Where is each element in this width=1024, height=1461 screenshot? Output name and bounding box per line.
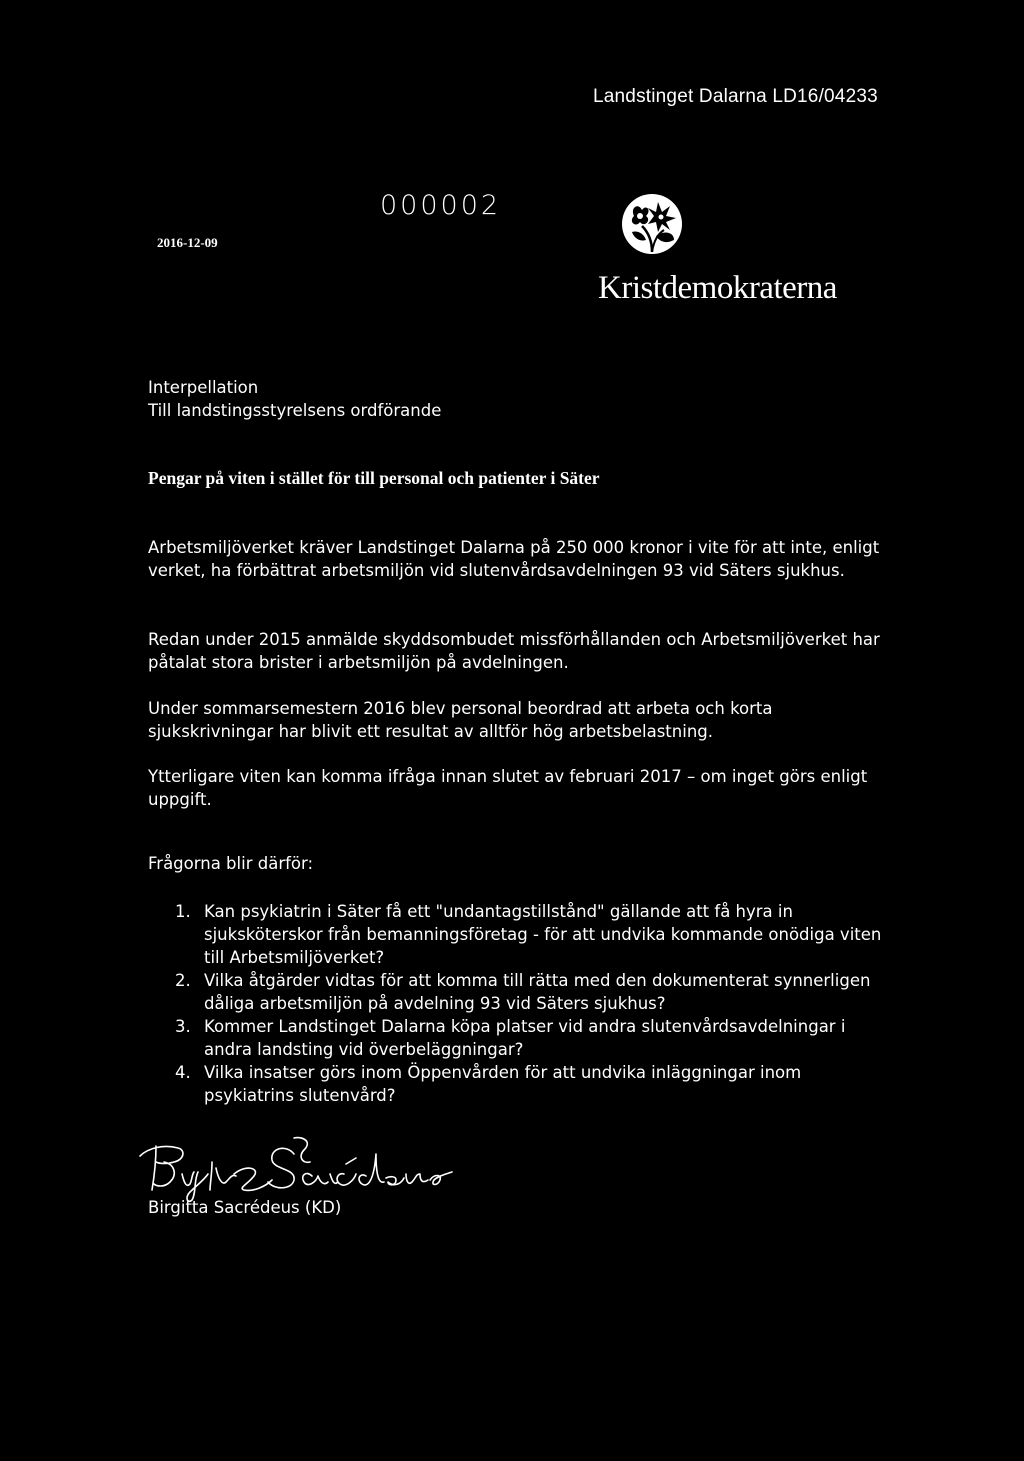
signer-name: Birgitta Sacrédeus (KD) xyxy=(148,1198,342,1217)
question-number: 3. xyxy=(175,1017,191,1036)
recipient-line: Till landstingsstyrelsens ordförande xyxy=(148,401,442,420)
question-text: Vilka åtgärder vidtas för att komma till rätta med den dokumenterat synnerligen dåliga arbetsmiljön på avdelning 93 vid Säters sjukhus? xyxy=(204,971,871,1013)
paragraph: Ytterligare viten kan komma ifråga innan slutet av februari 2017 – om inget görs enligt uppgift. xyxy=(148,767,868,809)
question-text: Kan psykiatrin i Säter få ett "undantagstillstånd" gällande att få hyra in sjuksköterskor från bemanningsföretag - för att undvika kommande onödiga viten till Arbetsmiljöverket? xyxy=(204,902,882,967)
question-text: Kommer Landstinget Dalarna köpa platser vid andra slutenvårdsavdelningar i andra landsting vid överbeläggningar? xyxy=(204,1017,846,1059)
flower-logo-icon xyxy=(612,186,692,266)
question-number: 2. xyxy=(175,971,191,990)
question-item xyxy=(148,969,888,1015)
paragraph: Arbetsmiljöverket kräver Landstinget Dalarna på 250 000 kronor i vite för att inte, enligt verket, ha förbättrat arbetsmiljön vid slutenvårdsavdelningen 93 vid Säters sjukhus. xyxy=(148,538,880,580)
questions-intro: Frågorna blir därför: xyxy=(148,854,314,873)
questions-list xyxy=(148,900,888,1107)
question-item xyxy=(148,1061,888,1107)
paragraph: Under sommarsemestern 2016 blev personal beordrad att arbeta och korta sjukskrivningar har blivit ett resultat av alltför hög arbetsbelastning. xyxy=(148,699,773,741)
question-number: 1. xyxy=(175,902,191,921)
case-reference: Landstinget Dalarna LD16/04233 xyxy=(593,86,878,107)
recipient-block xyxy=(148,376,441,422)
question-item xyxy=(148,1015,888,1061)
document-date: 2016-12-09 xyxy=(157,235,218,250)
question-text: Vilka insatser görs inom Öppenvården för att undvika inläggningar inom psykiatrins slutenvård? xyxy=(204,1063,802,1105)
party-name: Kristdemokraterna xyxy=(598,270,837,306)
interpellation-label: Interpellation xyxy=(148,378,259,397)
question-number: 4. xyxy=(175,1063,191,1082)
handwritten-signature xyxy=(134,1134,464,1204)
document-number: 000002 xyxy=(380,190,502,221)
document-title: Pengar på viten i stället för till personal och patienter i Säter xyxy=(148,468,600,488)
paragraph: Redan under 2015 anmälde skyddsombudet missförhållanden och Arbetsmiljöverket har påtalat stora brister i arbetsmiljön på avdelningen. xyxy=(148,630,880,672)
question-item xyxy=(148,900,888,969)
